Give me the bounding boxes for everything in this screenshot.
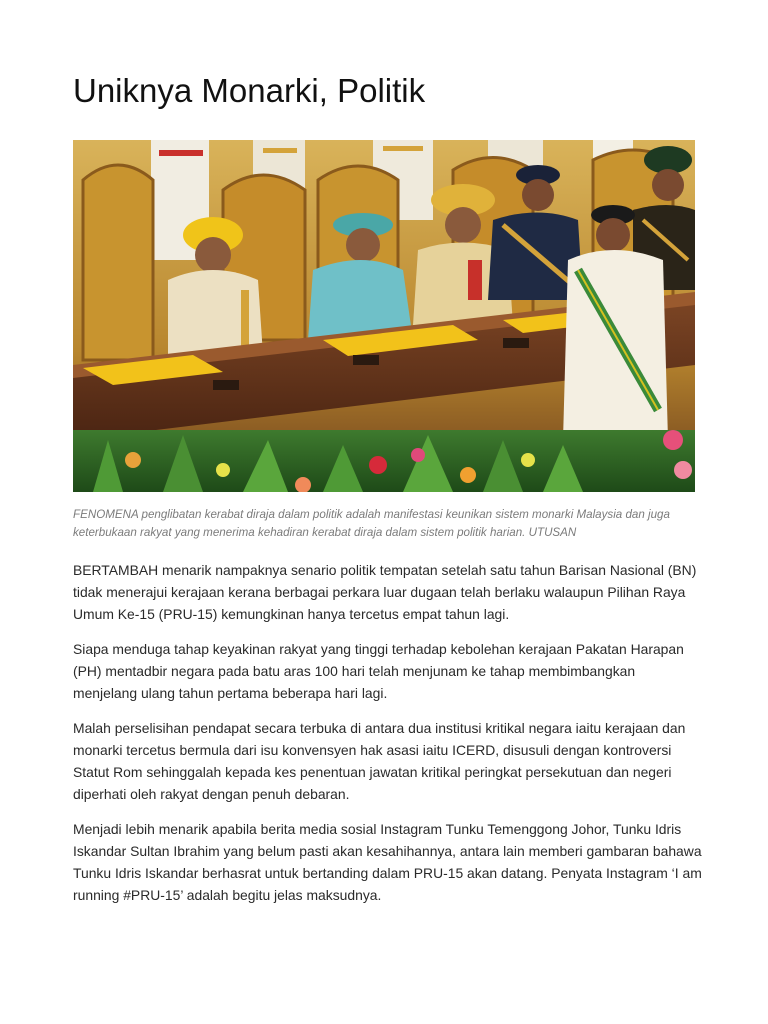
paragraph: Menjadi lebih menarik apabila berita media sosial Instagram Tunku Temenggong Johor, Tunku Idris Iskandar Sultan Ibrahim yang belum pasti akan kesahihannya, antara lain memberi gambaran bahawa Tunku Idris Iskandar berhasrat untuk bertanding dalam PRU-15 akan datang. Penyata Instagram ‘I am running #PRU-15’ adalah begitu jelas maksudnya. xyxy=(73,821,702,903)
paragraph: Malah perselisihan pendapat secara terbuka di antara dua institusi kritikal negara iaitu kerajaan dan monarki tercetus bermula dari isu konvensyen hak asasi iaitu ICERD, disusuli dengan kontroversi Statut Rom sehinggalah kepada kes penentuan jawatan kritikal peringkat persekutuan dan negeri diperhati oleh rakyat dengan penuh debaran. xyxy=(73,720,686,802)
article-title: Uniknya Monarki, Politik xyxy=(73,72,426,109)
article-photo xyxy=(73,140,695,492)
photo-caption: FENOMENA penglibatan kerabat diraja dalam politik adalah manifestasi keunikan sistem monarki Malaysia dan juga keterbukaan rakyat yang menerima kehadiran kerabat diraja dalam sistem politik harian. UTUSAN xyxy=(73,508,670,539)
paragraph: Siapa menduga tahap keyakinan rakyat yang tinggi terhadap kebolehan kerajaan Pakatan Harapan (PH) mentadbir negara pada batu aras 100 hari telah menjunam ke tahap membimbangkan menjelang ulang tahun pertama beberapa hari lagi. xyxy=(73,641,684,701)
paragraph: BERTAMBAH menarik nampaknya senario politik tempatan setelah satu tahun Barisan Nasional (BN) tidak menerajui kerajaan kerana berbagai perkara luar dugaan telah berlaku walaupun Pilihan Raya Umum Ke-15 (PRU-15) kemungkinan hanya tercetus empat tahun lagi. xyxy=(73,562,697,622)
article-body xyxy=(73,559,703,919)
